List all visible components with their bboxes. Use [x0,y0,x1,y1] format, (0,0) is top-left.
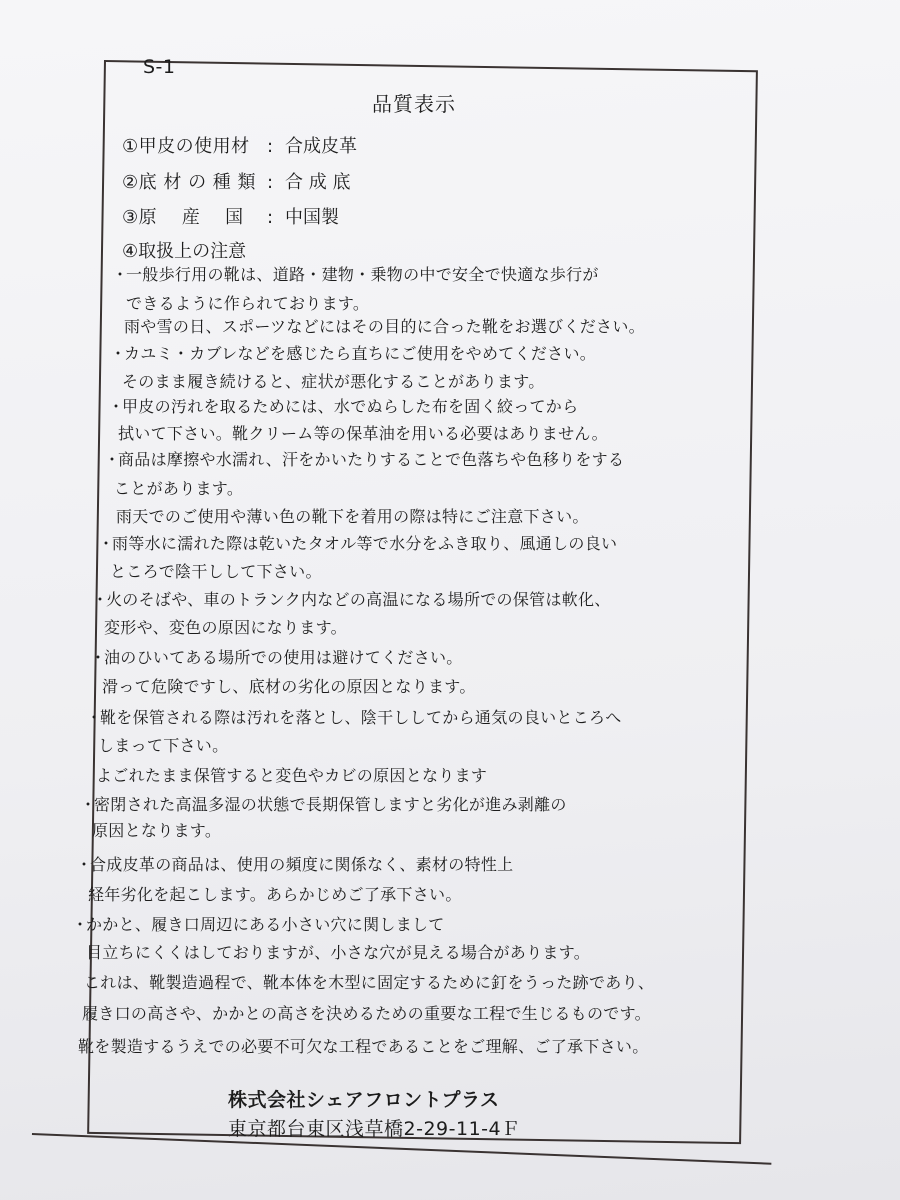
care-line: 原因となります。 [92,821,222,840]
spec-key: ②底 材 の 種 類 [122,172,257,193]
care-line-text: 甲皮の汚れを取るためには、水でぬらした布を固く絞ってから [122,397,579,416]
bullet-mark: ・ [86,708,103,727]
bullet-mark: ・ [108,397,125,416]
care-line [92,587,611,610]
care-line [108,394,578,417]
care-line: できるように作られております。 [126,294,370,313]
label-code: S-1 [143,56,176,78]
care-line: 変形や、変色の原因になります。 [104,618,347,637]
care-line-text: 商品は摩擦や水濡れ、汗をかいたりすることで色落ちや色移りをする [118,450,625,469]
company-address: 東京都台東区浅草橋2-29-11-4Ｆ [228,1118,521,1140]
label-title: 品質表示 [372,92,456,116]
spec-colon: : [267,172,274,193]
spec-value: 中国製 [285,207,339,228]
care-line: しまって下さい。 [98,736,229,755]
bullet-mark: ・ [110,344,127,363]
care-line: ことがあります。 [114,479,244,498]
care-line [98,531,617,554]
care-line-text: 密閉された高温多湿の状態で長期保管しますと劣化が進み剥離の [94,795,567,814]
bullet-mark: ・ [90,648,107,667]
care-line: よごれたまま保管すると変色やカビの原因となります [96,766,488,785]
care-line: 滑って危険ですし、底材の劣化の原因となります。 [102,677,476,696]
care-line [104,447,624,470]
bullet-mark: ・ [80,795,97,814]
care-line [90,645,463,668]
care-line: 雨や雪の日、スポーツなどにはその目的に合った靴をお選びください。 [124,317,645,336]
care-line [112,262,599,285]
bullet-mark: ・ [92,590,109,609]
care-line [76,852,513,875]
care-line: 靴を製造するうえでの必要不可欠な工程であることをご理解、ご了承下さい。 [78,1037,649,1056]
care-line [80,792,567,815]
care-line: これは、靴製造過程で、靴本体を木型に固定するために釘をうった跡であり、 [84,973,655,992]
spec-value: 合成皮革 [285,136,357,157]
bullet-mark: ・ [104,450,121,469]
care-line: そのまま履き続けると、症状が悪化することがあります。 [122,372,545,391]
spec-colon: : [267,207,274,228]
care-line-text: かかと、履き口周辺にある小さい穴に関しまして [86,915,445,934]
bullet-mark: ・ [72,915,89,934]
care-line: 経年劣化を起こします。あらかじめご了承下さい。 [88,885,462,904]
bullet-mark: ・ [112,265,129,284]
bullet-mark: ・ [98,534,115,553]
spec-row-upper-material [122,132,357,158]
care-line-text: 合成皮革の商品は、使用の頻度に関係なく、素材の特性上 [90,855,514,874]
care-line-text: 一般歩行用の靴は、道路・建物・乗物の中で安全で快適な歩行が [126,265,599,284]
care-line: 拭いて下さい。靴クリーム等の保革油を用いる必要はありません。 [118,424,608,443]
care-line: 履き口の高さや、かかとの高さを決めるための重要な工程で生じるものです。 [82,1004,651,1023]
care-line [72,912,445,935]
care-line [86,705,622,728]
care-line [110,341,596,364]
spec-key: ③原 産 国 [122,207,244,228]
spec-key: ①甲皮の使用材 [122,136,250,157]
care-line-text: カユミ・カブレなどを感じたら直ちにご使用をやめてください。 [124,344,597,363]
care-heading: ④取扱上の注意 [122,241,247,262]
spec-value: 合 成 底 [285,172,351,193]
bullet-mark: ・ [76,855,93,874]
spec-row-sole-material [122,168,350,194]
care-line: ところで陰干しして下さい。 [110,562,322,581]
company-name: 株式会社シェアフロントプラス [228,1089,500,1111]
care-line-text: 油のひいてある場所での使用は避けてください。 [104,648,463,667]
spec-row-origin [122,203,339,229]
care-line: 雨天でのご使用や薄い色の靴下を着用の際は特にご注意下さい。 [116,507,589,526]
care-line-text: 靴を保管される際は汚れを落とし、陰干ししてから通気の良いところへ [100,708,622,727]
spec-colon: : [267,136,274,157]
care-line: 目立ちにくくはしておりますが、小さな穴が見える場合があります。 [86,943,591,962]
care-line-text: 火のそばや、車のトランク内などの高温になる場所での保管は軟化、 [106,590,611,609]
care-line-text: 雨等水に濡れた際は乾いたタオル等で水分をふき取り、風通しの良い [112,534,618,553]
